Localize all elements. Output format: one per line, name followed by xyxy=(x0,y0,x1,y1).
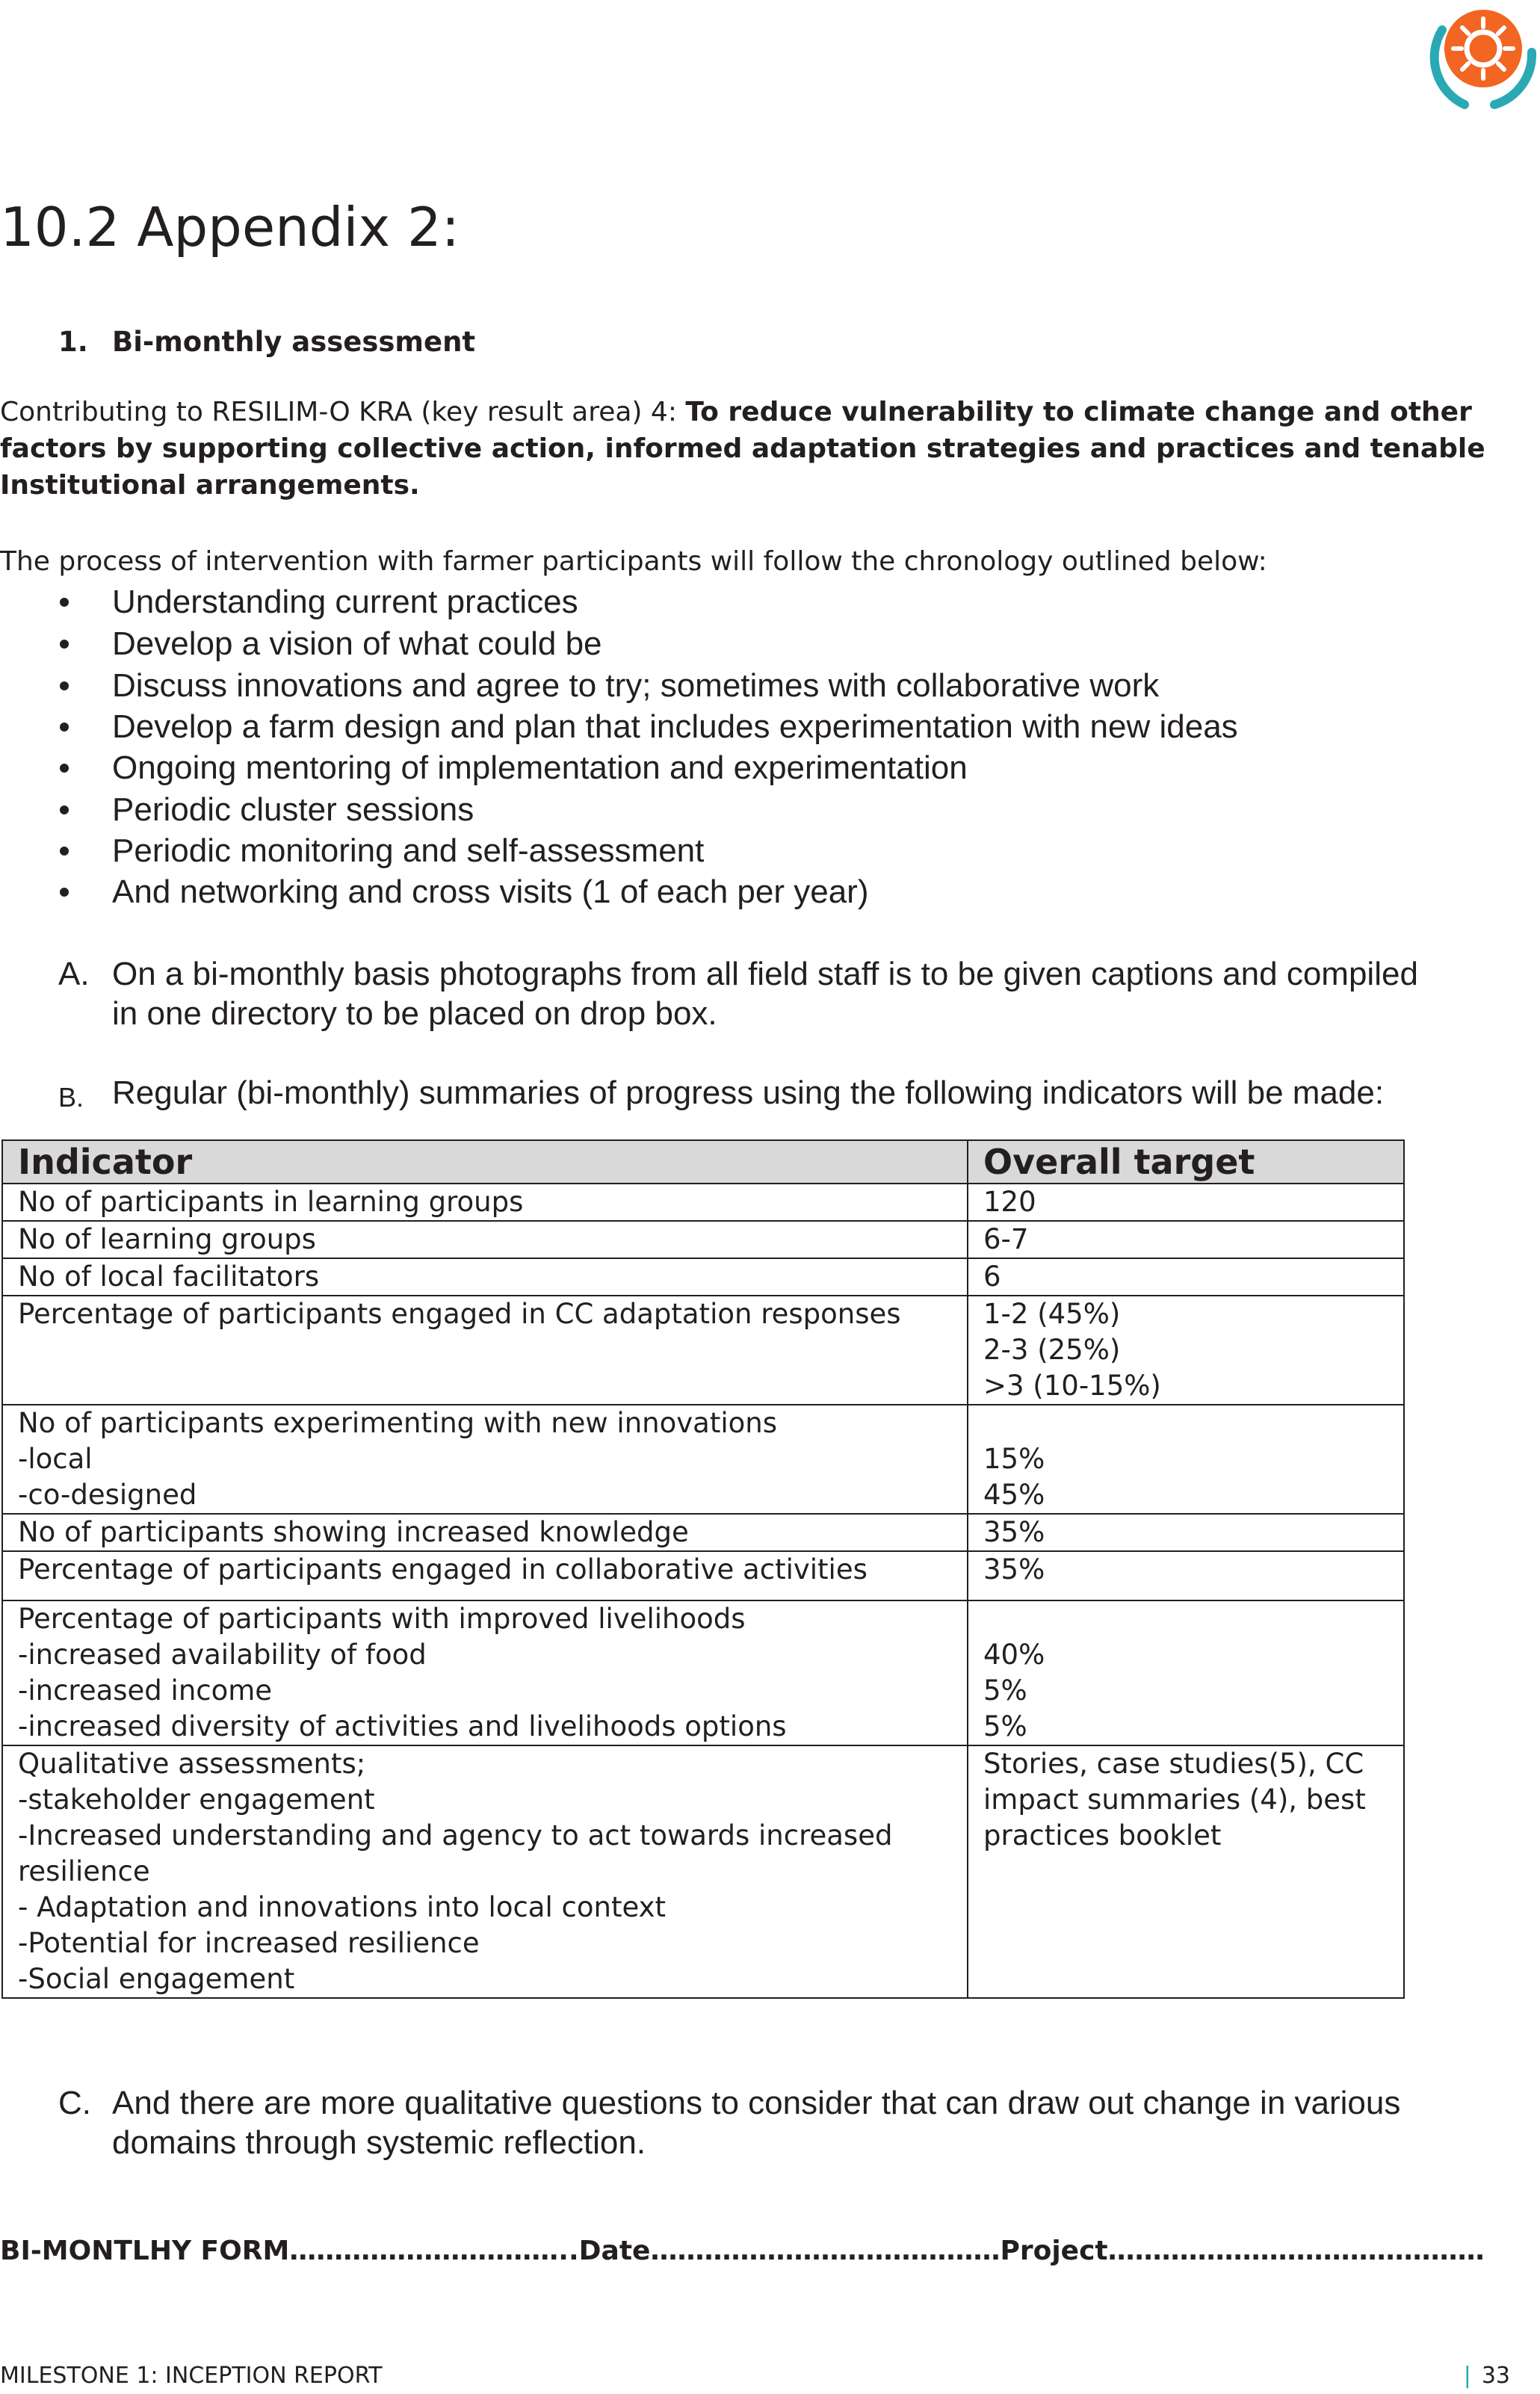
target-text: 35% xyxy=(983,1553,1045,1586)
table-row xyxy=(2,1745,1404,1998)
indicators-table xyxy=(1,1139,1405,1999)
indicator-text: -Increased understanding and agency to act towards increased xyxy=(18,1819,893,1852)
indicator-text: No of participants showing increased knowledge xyxy=(18,1516,689,1548)
section-number: 1. xyxy=(58,326,88,358)
target-text: 40% xyxy=(983,1639,1045,1671)
item-b-label: B. xyxy=(58,1082,84,1113)
indicator-cell xyxy=(2,1184,968,1221)
bullet-icon xyxy=(60,681,69,690)
bullet-icon xyxy=(60,598,69,607)
target-text: 45% xyxy=(983,1479,1045,1511)
indicator-cell xyxy=(2,1745,968,1998)
indicator-text: Percentage of participants with improved livelihoods xyxy=(18,1603,746,1635)
target-text: 5% xyxy=(983,1674,1027,1707)
kra-lead-text: Contributing to RESILIM-O KRA (key result area) 4: xyxy=(0,397,686,427)
target-text: 6 xyxy=(983,1261,1001,1293)
organization-logo xyxy=(1420,0,1539,112)
indicator-text: -local xyxy=(18,1443,93,1475)
bullet-icon xyxy=(60,888,69,897)
target-cell xyxy=(968,1405,1404,1514)
target-text: 35% xyxy=(983,1516,1045,1548)
target-cell xyxy=(968,1745,1404,1998)
indicator-text: No of learning groups xyxy=(18,1223,316,1255)
item-b-text: Regular (bi-monthly) summaries of progress using the following indicators will be made: xyxy=(112,1074,1385,1111)
appendix-heading: 10.2 Appendix 2: xyxy=(0,196,460,259)
target-text: >3 (10-15%) xyxy=(983,1370,1161,1402)
indicator-cell xyxy=(2,1405,968,1514)
table-row xyxy=(2,1551,1404,1600)
indicator-text: No of participants experimenting with new innovations xyxy=(18,1407,777,1439)
table-row xyxy=(2,1184,1404,1221)
target-text: practices booklet xyxy=(983,1819,1222,1852)
indicator-cell xyxy=(2,1258,968,1296)
target-cell xyxy=(968,1184,1404,1221)
target-text: 5% xyxy=(983,1710,1027,1742)
target-text xyxy=(983,1405,1388,1441)
indicator-text: No of participants in learning groups xyxy=(18,1186,524,1218)
indicator-text: -co-designed xyxy=(18,1479,197,1511)
target-cell xyxy=(968,1551,1404,1600)
header-indicator: Indicator xyxy=(2,1140,968,1184)
bimonthly-form-line: BI-MONTLHY FORM…………………………..Date…………………………………Project…………………………………… xyxy=(0,2236,1485,2266)
target-text: 2-3 (25%) xyxy=(983,1334,1121,1366)
target-cell xyxy=(968,1258,1404,1296)
sun-swirl-logo-icon xyxy=(1420,0,1539,112)
target-text: 15% xyxy=(983,1443,1045,1475)
item-c-label: C. xyxy=(58,2085,91,2121)
table-row xyxy=(2,1258,1404,1296)
kra-paragraph xyxy=(0,394,1494,504)
bullet-icon xyxy=(60,640,69,649)
target-cell xyxy=(968,1296,1404,1405)
footer-report-title: MILESTONE 1: INCEPTION REPORT xyxy=(0,2363,383,2389)
indicator-cell xyxy=(2,1296,968,1405)
indicator-text: -increased income xyxy=(18,1674,273,1707)
item-a-label: A. xyxy=(58,956,90,992)
target-text: impact summaries (4), best xyxy=(983,1784,1366,1816)
section-title: Bi-monthly assessment xyxy=(112,326,476,358)
table-header-row xyxy=(2,1140,1404,1184)
bullet-icon xyxy=(60,723,69,732)
section-heading xyxy=(58,326,475,358)
footer-separator: | xyxy=(1463,2363,1471,2389)
bullet-icon xyxy=(60,805,69,814)
table-row xyxy=(2,1600,1404,1745)
table-row xyxy=(2,1405,1404,1514)
indicator-text: Qualitative assessments; xyxy=(18,1748,366,1780)
indicator-text: -increased availability of food xyxy=(18,1639,427,1671)
indicator-text: -Social engagement xyxy=(18,1963,295,1995)
indicator-cell xyxy=(2,1221,968,1258)
indicator-cell xyxy=(2,1514,968,1551)
indicator-text: -stakeholder engagement xyxy=(18,1784,375,1816)
indicator-cell xyxy=(2,1551,968,1600)
target-text xyxy=(983,1601,1388,1637)
indicator-text: - Adaptation and innovations into local context xyxy=(18,1891,666,1923)
target-cell xyxy=(968,1514,1404,1551)
target-cell xyxy=(968,1600,1404,1745)
footer-page-number: | 33 xyxy=(1463,2363,1510,2389)
indicator-text: No of local facilitators xyxy=(18,1261,320,1293)
indicator-text: Percentage of participants engaged in CC adaptation responses xyxy=(18,1298,901,1330)
target-text: Stories, case studies(5), CC xyxy=(983,1748,1364,1780)
target-text: 1-2 (45%) xyxy=(983,1298,1121,1330)
table-row xyxy=(2,1296,1404,1405)
table-row xyxy=(2,1221,1404,1258)
target-text: 6-7 xyxy=(983,1223,1029,1255)
indicator-text: -increased diversity of activities and livelihoods options xyxy=(18,1710,787,1742)
table-row xyxy=(2,1514,1404,1551)
process-intro: The process of intervention with farmer participants will follow the chronology outlined below: xyxy=(0,546,1267,577)
indicator-text: Percentage of participants engaged in collaborative activities xyxy=(18,1553,868,1586)
item-a-text: On a bi-monthly basis photographs from all field staff is to be given captions and compiled in one directory to be placed on drop box. xyxy=(112,956,1418,1032)
indicator-cell xyxy=(2,1600,968,1745)
indicator-text: -Potential for increased resilience xyxy=(18,1927,480,1959)
kra-bold-text: To reduce vulnerability to climate change and other factors by supporting collective action, informed adaptation strategies and practices and tenable Institutional arrangements. xyxy=(0,397,1485,501)
header-overall-target: Overall target xyxy=(968,1140,1404,1184)
indicator-text: resilience xyxy=(18,1855,150,1887)
bullet-icon xyxy=(60,847,69,856)
target-cell xyxy=(968,1221,1404,1258)
bullet-icon xyxy=(60,764,69,773)
item-c-text: And there are more qualitative questions to consider that can draw out change in various domains through systemic reflection. xyxy=(112,2085,1401,2161)
target-text: 120 xyxy=(983,1186,1036,1218)
